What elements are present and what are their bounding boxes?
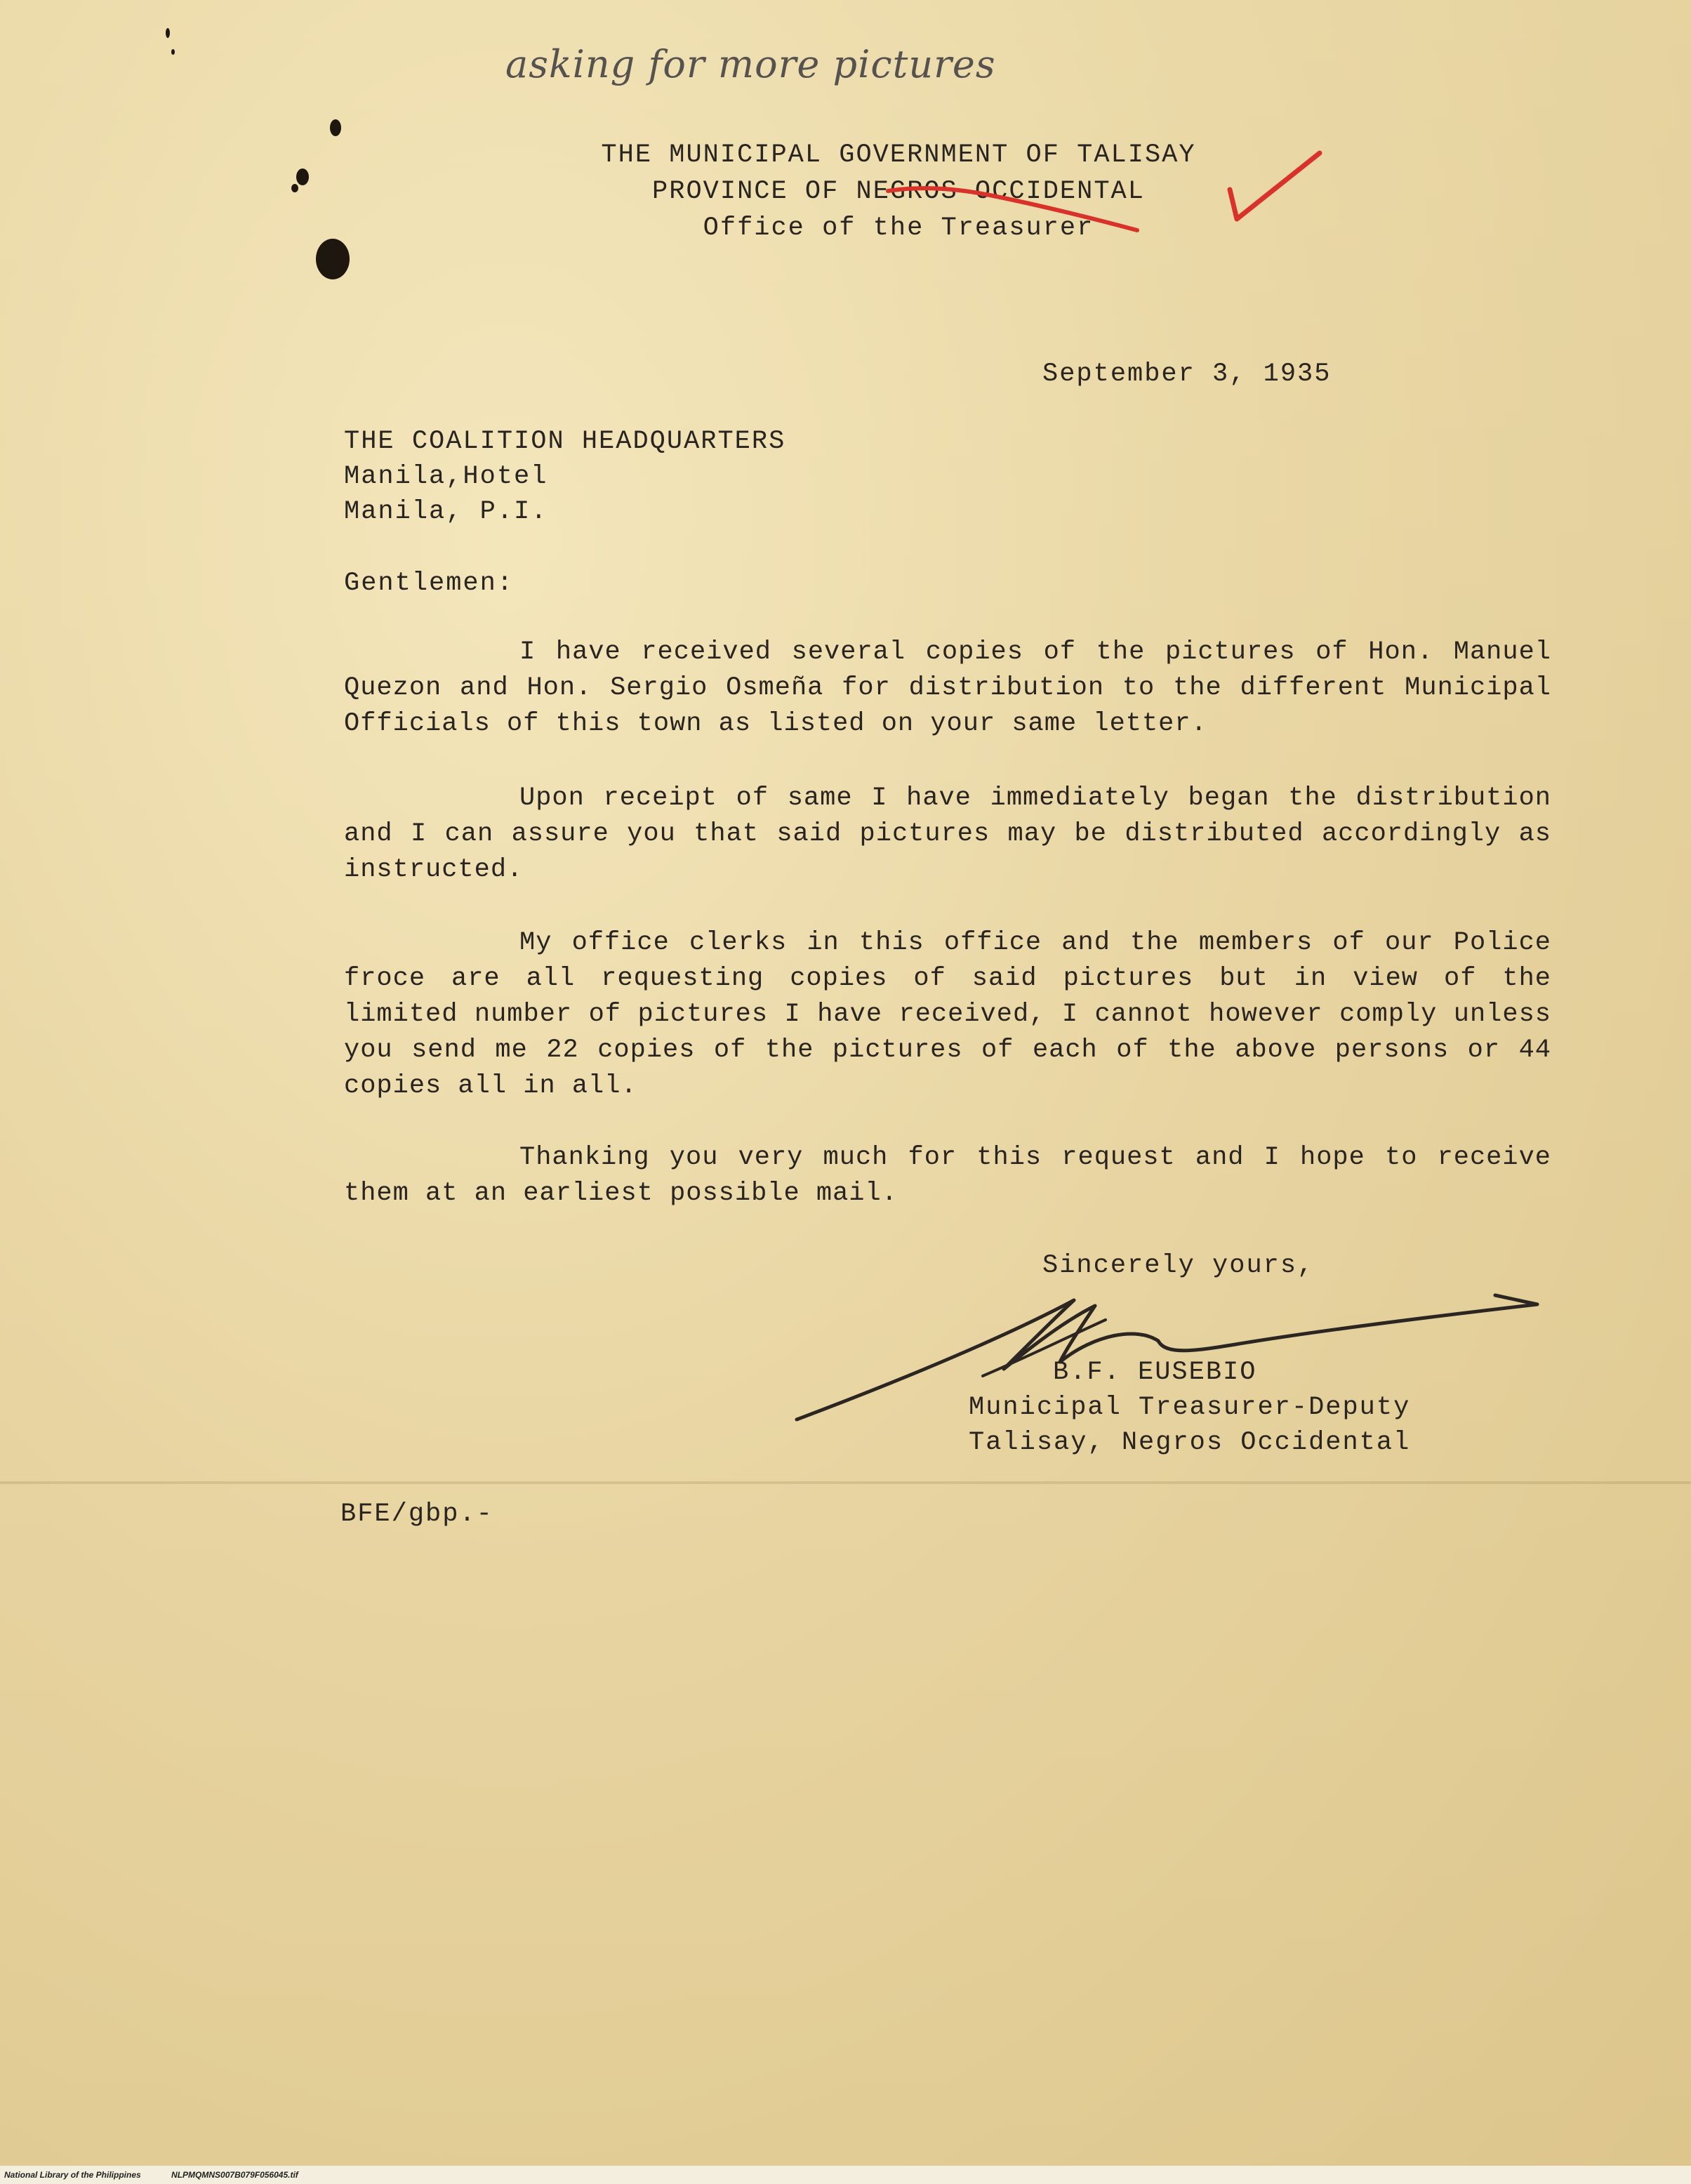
archive-footer (0, 2166, 1691, 2184)
body-paragraph-2: Upon receipt of same I have immediately began the distribution and I can assure you that said pictures may be distributed accordingly as instructed. (344, 783, 1551, 885)
recipient-line-1: THE COALITION HEADQUARTERS (344, 427, 786, 456)
letterhead-line-2: PROVINCE OF NEGROS OCCIDENTAL (652, 177, 1145, 206)
recipient-line-3: Manila, P.I. (344, 497, 548, 527)
handwritten-note: asking for more pictures (505, 42, 996, 86)
body-paragraph-4: Thanking you very much for this request and I hope to receive them at an earliest possible mail. (344, 1143, 1551, 1208)
reference-initials: BFE/gbp.- (340, 1500, 493, 1529)
footer-file-id: NLPMQMNS007B079F056045.tif (171, 2170, 298, 2180)
recipient-line-2: Manila,Hotel (344, 462, 548, 491)
salutation: Gentlemen: (344, 569, 515, 598)
signatory-location: Talisay, Negros Occidental (969, 1428, 1411, 1457)
signatory-title: Municipal Treasurer-Deputy (969, 1393, 1411, 1422)
letterhead-line-3: Office of the Treasurer (703, 213, 1094, 243)
body-paragraph-3: My office clerks in this office and the members of our Police froce are all requesting copies of said pictures but in view of the limited number of pictures I have received, I cannot however comply unless you send me 22 copies of the pictures of each of the above persons or 44 copies all in all. (344, 928, 1551, 1101)
signatory-name: B.F. EUSEBIO (1053, 1358, 1257, 1387)
body-paragraph-1: I have received several copies of the pictures of Hon. Manuel Quezon and Hon. Sergio Osmeña for distribution to the different Municipal Officials of this town as listed on your same letter. (344, 637, 1551, 739)
letterhead-line-1: THE MUNICIPAL GOVERNMENT OF TALISAY (601, 140, 1196, 170)
closing: Sincerely yours, (1042, 1251, 1315, 1280)
footer-library: National Library of the Philippines (4, 2170, 141, 2180)
letter-date: September 3, 1935 (1042, 359, 1332, 389)
